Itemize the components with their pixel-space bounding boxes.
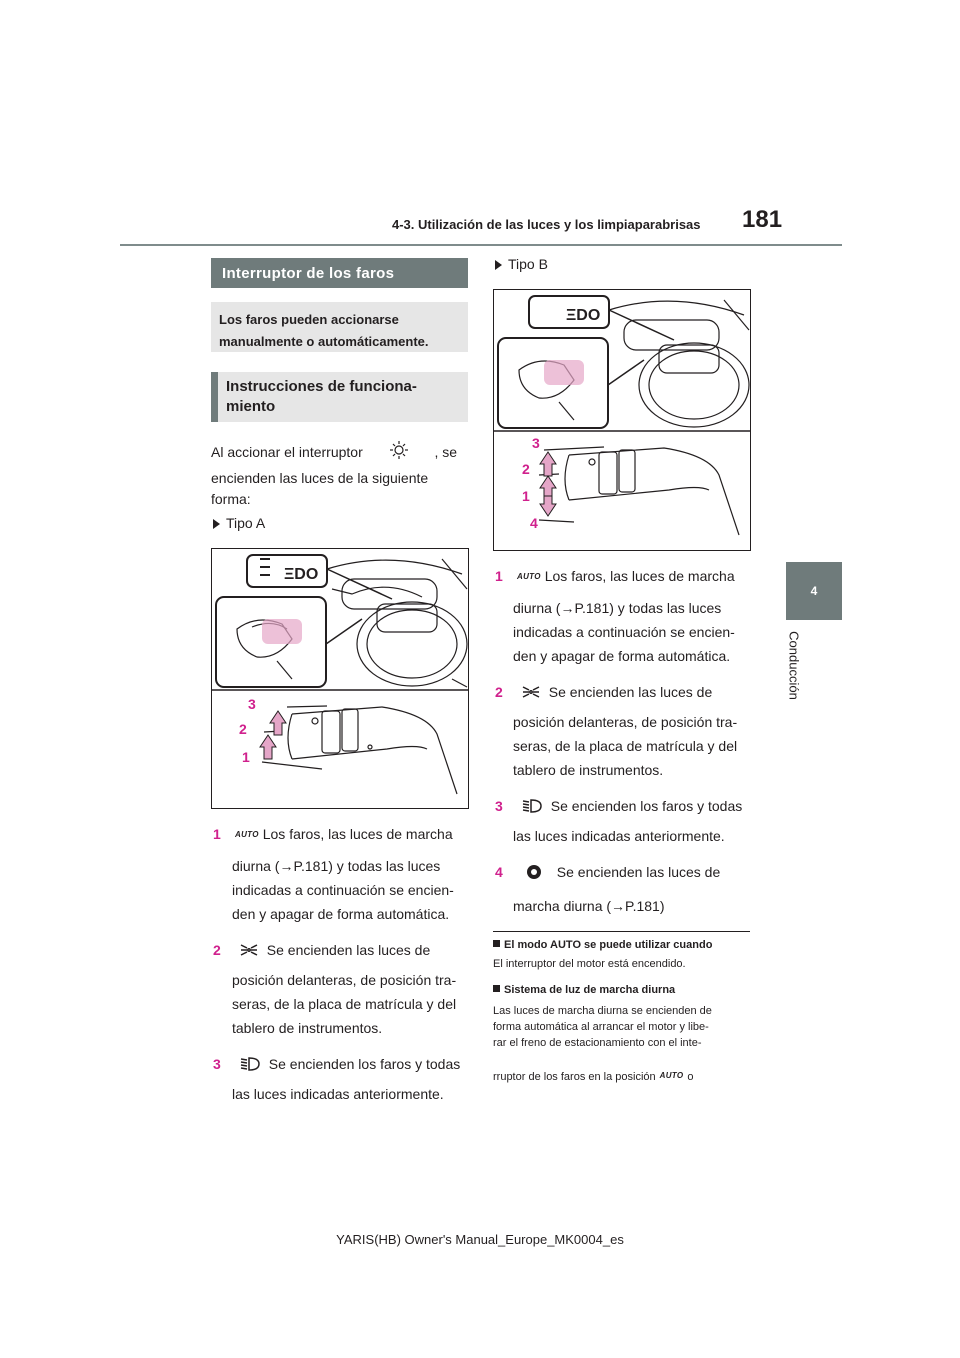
auto-badge: AUTO	[235, 830, 259, 839]
item-text: Se encienden las luces de	[548, 684, 713, 700]
headlights-icon	[239, 1056, 261, 1072]
item-number: 2	[495, 684, 503, 700]
headlight-switch-icon	[381, 440, 417, 460]
svg-text:ΞDO: ΞDO	[566, 307, 601, 324]
right-item-2	[495, 680, 712, 704]
item-number: 2	[213, 942, 221, 958]
daytime-running-light-icon	[523, 864, 545, 880]
left-item-3	[213, 1052, 460, 1076]
fig-a-label-1: 1	[242, 749, 250, 765]
intro-text-b: , se	[434, 444, 458, 460]
section-title: Interruptor de los faros	[211, 258, 468, 288]
auto-badge: AUTO	[659, 1071, 684, 1080]
left-item-2-line-3: seras, de la placa de matrícula y del	[232, 996, 457, 1012]
note-2-line-2: forma automática al arrancar el motor y libe-	[493, 1021, 709, 1033]
note-2-title	[493, 982, 675, 998]
header-rule	[120, 244, 842, 246]
left-item-2	[213, 938, 430, 962]
figure-type-b-illustration	[494, 290, 750, 550]
note-1-title-text: El modo AUTO se puede utilizar cuando	[504, 939, 713, 951]
fig-b-label-4: 4	[530, 515, 538, 531]
intro-line-3: forma:	[211, 491, 251, 507]
right-item-1	[495, 564, 735, 589]
triangle-bullet-icon	[213, 519, 220, 529]
intro-line-2: encienden las luces de la siguiente	[211, 470, 429, 486]
intro-box: Los faros pueden accionarse manualmente o automáticamente.	[211, 302, 468, 352]
note-2-line-3: rar el freno de estacionamiento con el inte-	[493, 1037, 702, 1049]
left-item-3-line-2: las luces indicadas anteriormente.	[232, 1086, 444, 1102]
right-item-2-line-4: tablero de instrumentos.	[513, 762, 664, 778]
type-a-label: Tipo A	[226, 515, 266, 531]
item-text: Se encienden las luces de	[556, 864, 721, 880]
right-item-1-line-3: indicadas a continuación se encien-	[513, 624, 735, 640]
right-item-2-line-3: seras, de la placa de matrícula y del	[513, 738, 738, 754]
fig-a-label-2: 2	[239, 721, 247, 737]
right-item-1-line-2: diurna (→P.181) y todas las luces	[513, 600, 722, 616]
intro-text-a: Al accionar el interruptor	[211, 444, 363, 460]
left-item-2-line-2: posición delanteras, de posición tra-	[232, 972, 457, 988]
item-text: Se encienden las luces de	[266, 942, 431, 958]
item-number: 3	[213, 1056, 221, 1072]
figure-type-a-illustration	[212, 549, 468, 808]
note-2-line-1: Las luces de marcha diurna se encienden de	[493, 1005, 712, 1017]
note-1-text: El interruptor del motor está encendido.	[493, 958, 686, 970]
note-2-title-text: Sistema de luz de marcha diurna	[504, 984, 676, 996]
right-item-3	[495, 794, 742, 818]
right-item-3-line-2: las luces indicadas anteriormente.	[513, 828, 725, 844]
item-text: Los faros, las luces de marcha	[262, 826, 453, 842]
left-item-1-line-3: indicadas a continuación se encien-	[232, 882, 454, 898]
left-item-2-line-4: tablero de instrumentos.	[232, 1020, 383, 1036]
left-item-1-line-4: den y apagar de forma automática.	[232, 906, 450, 922]
left-item-1-line-2: diurna (→P.181) y todas las luces	[232, 858, 441, 874]
headlights-icon	[521, 798, 543, 814]
fig-b-label-2: 2	[522, 461, 530, 477]
auto-badge: AUTO	[517, 572, 541, 581]
right-item-4-line-2: marcha diurna (→P.181)	[513, 898, 665, 914]
triangle-bullet-icon	[495, 260, 502, 270]
note-2-line-4	[493, 1068, 694, 1085]
fig-a-label-3: 3	[248, 696, 256, 712]
svg-text:ΞDO: ΞDO	[284, 566, 319, 583]
square-bullet-icon	[493, 940, 500, 947]
figure-type-b	[493, 289, 751, 551]
chapter-tab: 4	[786, 562, 842, 620]
note-1-title	[493, 937, 712, 953]
running-header: 4-3. Utilización de las luces y los limpiaparabrisas	[392, 217, 701, 232]
footer-text: YARIS(HB) Owner's Manual_Europe_MK0004_es	[336, 1232, 624, 1247]
type-a-heading	[213, 511, 265, 535]
chapter-label: Conducción	[786, 631, 802, 700]
fig-b-label-3: 3	[532, 435, 540, 451]
right-item-1-line-4: den y apagar de forma automática.	[513, 648, 731, 664]
note-2-line-4-tail: o	[687, 1071, 694, 1083]
figure-type-a	[211, 548, 469, 809]
type-b-heading	[495, 252, 548, 276]
square-bullet-icon	[493, 985, 500, 992]
left-item-1	[213, 822, 473, 847]
item-text: Los faros, las luces de marcha	[544, 568, 735, 584]
item-number: 1	[213, 826, 221, 842]
item-text: Se encienden los faros y todas	[550, 798, 743, 814]
page-number: 181	[742, 206, 783, 233]
subsection-title: Instrucciones de funciona-miento	[211, 372, 468, 422]
position-lights-icon	[239, 942, 259, 958]
note-2-line-4-text: rruptor de los faros en la posición	[493, 1071, 656, 1083]
type-b-label: Tipo B	[508, 256, 548, 272]
fig-b-label-1: 1	[522, 488, 530, 504]
intro-line-1	[211, 440, 457, 464]
position-lights-icon	[521, 684, 541, 700]
item-number: 1	[495, 568, 503, 584]
item-text: Se encienden los faros y todas	[268, 1056, 461, 1072]
item-number: 3	[495, 798, 503, 814]
right-item-2-line-2: posición delanteras, de posición tra-	[513, 714, 738, 730]
item-number: 4	[495, 864, 503, 880]
right-item-4	[495, 860, 720, 884]
notes-rule	[493, 931, 750, 932]
